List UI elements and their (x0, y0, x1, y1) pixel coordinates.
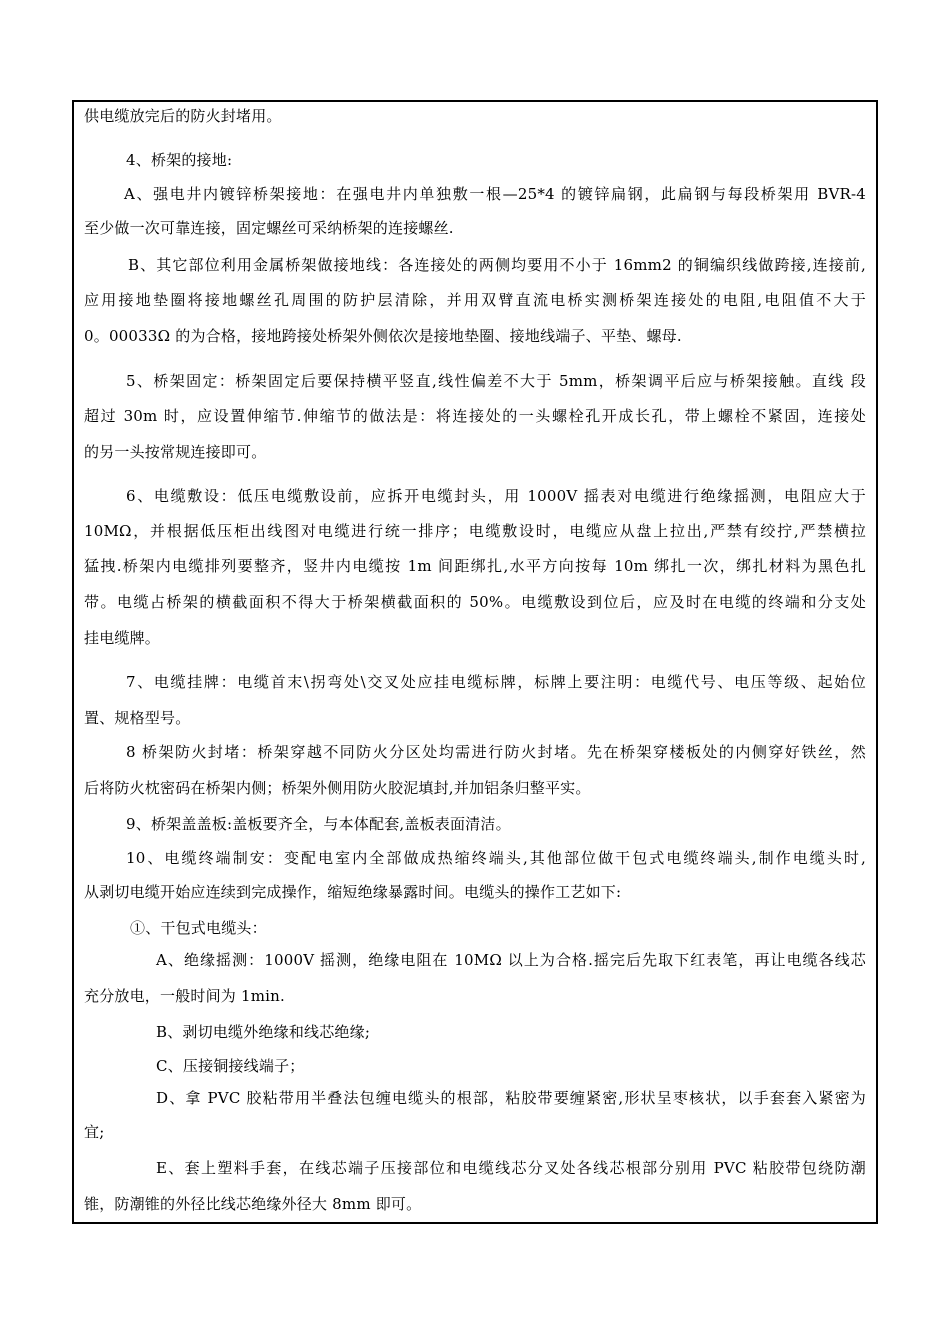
text-line: 猛拽.桥架内电缆排列要整齐，竖井内电缆按 1m 间距绑扎,水平方向按每 10m 绑扎一次，绑扎材料为黑色扎 (84, 557, 866, 575)
text-line: 充分放电，一般时间为 1min. (84, 987, 285, 1005)
document-frame (72, 100, 878, 1224)
text-line: A、绝缘摇测：1000V 摇测，绝缘电阻在 10MΩ 以上为合格.摇完后先取下红表笔，再让电缆各线芯 (156, 951, 866, 969)
text-line: 0。00033Ω 的为合格，接地跨接处桥架外侧依次是接地垫圈、接地线端子、平垫、螺母. (84, 327, 682, 345)
text-line: 挂电缆牌。 (84, 629, 161, 647)
text-line: 宜; (84, 1123, 105, 1141)
text-line: C、压接铜接线端子； (156, 1057, 305, 1075)
text-line: 4、桥架的接地: (126, 151, 233, 169)
text-line: 置、规格型号。 (84, 709, 191, 727)
text-line: E、套上塑料手套，在线芯端子压接部位和电缆线芯分叉处各线芯根部分别用 PVC 粘胶带包绕防潮 (156, 1159, 866, 1177)
text-line: A、强电井内镀锌桥架接地：在强电井内单独敷一根—25*4 的镀锌扁钢，此扁钢与每段桥架用 BVR-4 (124, 185, 866, 203)
text-line: 7、电缆挂牌：电缆首末\拐弯处\交叉处应挂电缆标牌，标牌上要注明：电缆代号、电压等级、起始位 (126, 673, 866, 691)
text-line: 10、电缆终端制安：变配电室内全部做成热缩终端头,其他部位做干包式电缆终端头,制作电缆头时, (126, 849, 866, 867)
text-line: 至少做一次可靠连接，固定螺丝可采纳桥架的连接螺丝. (84, 219, 454, 237)
text-line: 从剥切电缆开始应连续到完成操作，缩短绝缘暴露时间。电缆头的操作工艺如下: (84, 883, 622, 901)
text-line: 的另一头按常规连接即可。 (84, 443, 267, 461)
text-line: 应用接地垫圈将接地螺丝孔周围的防护层清除，并用双臂直流电桥实测桥架连接处的电阻,电阻值不大于 (84, 291, 866, 309)
text-line: 超过 30m 时，应设置伸缩节.伸缩节的做法是：将连接处的一头螺栓孔开成长孔，带上螺栓不紧固，连接处 (84, 407, 866, 425)
text-line: 9、桥架盖盖板:盖板要齐全，与本体配套,盖板表面清洁。 (126, 815, 511, 833)
text-line: 锥，防潮锥的外径比线芯绝缘外径大 8mm 即可。 (84, 1195, 422, 1213)
text-line: 后将防火枕密码在桥架内侧；桥架外侧用防火胶泥填封,并加铝条归整平实。 (84, 779, 591, 797)
text-line: 8 桥架防火封堵：桥架穿越不同防火分区处均需进行防火封堵。先在桥架穿楼板处的内侧穿好铁丝，然 (126, 743, 866, 761)
text-line: ①、干包式电缆头： (130, 919, 267, 937)
text-line: 供电缆放完后的防火封堵用。 (84, 107, 282, 125)
text-line: B、剥切电缆外绝缘和线芯绝缘; (156, 1023, 371, 1041)
text-line: 10MΩ，并根据低压柜出线图对电缆进行统一排序；电缆敷设时，电缆应从盘上拉出,严禁有绞拧,严禁横拉 (84, 522, 866, 540)
text-line: 6、电缆敷设：低压电缆敷设前，应拆开电缆封头，用 1000V 摇表对电缆进行绝缘摇测，电阻应大于 (126, 487, 866, 505)
text-line: B、其它部位利用金属桥架做接地线：各连接处的两侧均要用不小于 16mm2 的铜编织线做跨接,连接前, (128, 256, 866, 274)
text-line: 5、桥架固定：桥架固定后要保持横平竖直,线性偏差不大于 5mm，桥架调平后应与桥架接触。直线 段 (126, 372, 866, 390)
text-line: 带。电缆占桥架的横截面积不得大于桥架横截面积的 50%。电缆敷设到位后，应及时在电缆的终端和分支处 (84, 593, 866, 611)
text-line: D、拿 PVC 胶粘带用半叠法包缠电缆头的根部，粘胶带要缠紧密,形状呈枣核状，以手套套入紧密为 (156, 1089, 866, 1107)
